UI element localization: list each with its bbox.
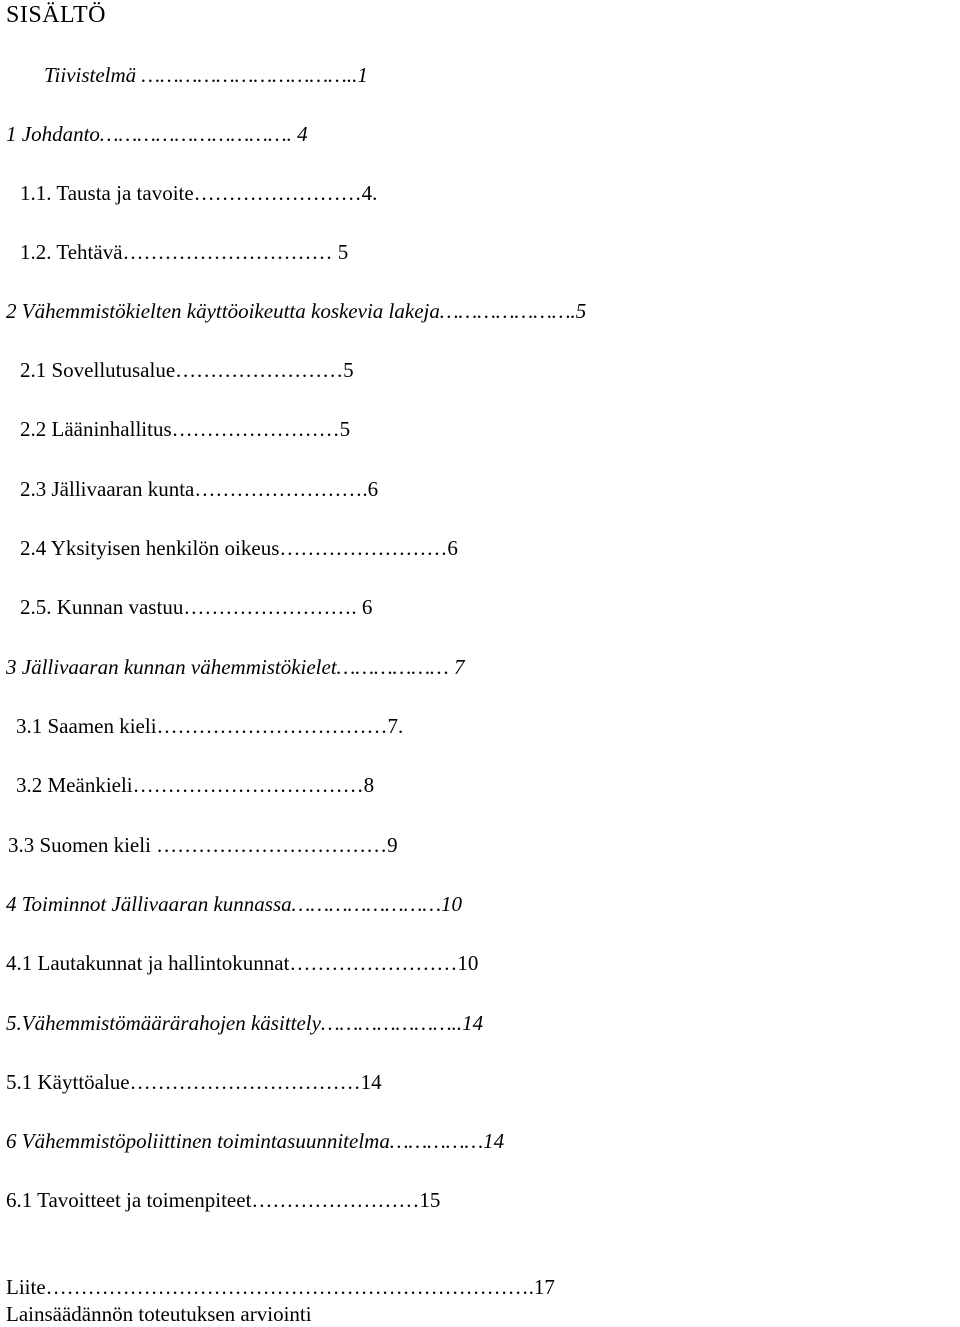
toc-entry-2-1: 2.1 Sovellutusalue……………………5 <box>20 358 354 382</box>
toc-entry-1: 1 Johdanto…………………………. 4 <box>6 122 308 146</box>
toc-entry-6: 6 Vähemmistöpoliittinen toimintasuunnitelma……………14 <box>6 1129 505 1153</box>
appendix-title: Lainsäädännön toteutuksen arviointi <box>6 1302 312 1326</box>
toc-entry-4-1: 4.1 Lautakunnat ja hallintokunnat……………………10 <box>6 951 479 975</box>
toc-entry-5: 5.Vähemmistömäärärahojen käsittely…………………..14 <box>6 1011 484 1035</box>
toc-entry-1-1: 1.1. Tausta ja tavoite……………………4. <box>20 181 378 205</box>
appendix-entry: Liite…………………………………………………………….17 <box>6 1275 555 1299</box>
toc-entry-3-2: 3.2 Meänkieli……………………………8 <box>16 773 375 797</box>
toc-entry-1-2: 1.2. Tehtävä………………………… 5 <box>20 240 349 264</box>
toc-entry-3: 3 Jällivaaran kunnan vähemmistökielet……………… 7 <box>6 655 465 679</box>
toc-entry-2: 2 Vähemmistökielten käyttöoikeutta koskevia lakeja………………….5 <box>6 299 587 323</box>
toc-entry-2-4: 2.4 Yksityisen henkilön oikeus……………………6 <box>20 536 458 560</box>
toc-entry-5-1: 5.1 Käyttöalue……………………………14 <box>6 1070 382 1094</box>
toc-entry-2-2: 2.2 Lääninhallitus……………………5 <box>20 417 351 441</box>
toc-entry-tiivistelma: Tiivistelmä ……………………………..1 <box>44 63 368 87</box>
page-title: SISÄLTÖ <box>6 2 106 28</box>
toc-entry-2-5: 2.5. Kunnan vastuu……………………. 6 <box>20 595 373 619</box>
toc-entry-3-1: 3.1 Saamen kieli……………………………7. <box>16 714 404 738</box>
toc-entry-4: 4 Toiminnot Jällivaaran kunnassa……………………10 <box>6 892 463 916</box>
toc-entry-3-3: 3.3 Suomen kieli ……………………………9 <box>8 833 398 857</box>
toc-entry-2-3: 2.3 Jällivaaran kunta…………………….6 <box>20 477 379 501</box>
toc-entry-6-1: 6.1 Tavoitteet ja toimenpiteet……………………15 <box>6 1188 441 1212</box>
